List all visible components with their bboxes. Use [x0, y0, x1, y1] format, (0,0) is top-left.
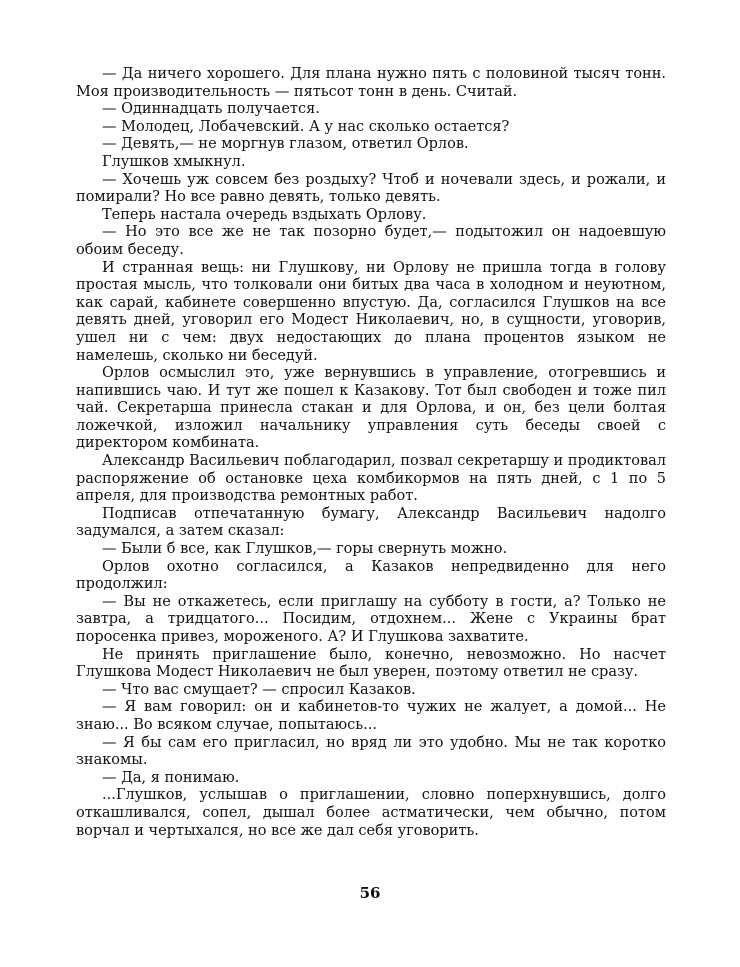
paragraph: — Что вас смущает? — спросил Казаков. — [102, 681, 416, 698]
paragraph: Глушков хмыкнул. — [102, 153, 246, 170]
paragraph: Орлов охотно согласился, а Казаков непредвиденно для него продолжил: — [76, 558, 666, 593]
paragraph: — Да, я понимаю. — [102, 769, 240, 786]
paragraph: — Я бы сам его пригласил, но вряд ли это удобно. Мы не так коротко знакомы. — [76, 734, 666, 769]
paragraph: ...Глушков, услышав о приглашении, словно поперхнувшись, долго откашливался, сопел, дышал более астматически, чем обычно, потом ворчал и чертыхался, но все же дал себя уговорить. — [76, 787, 666, 839]
paragraph: — Да ничего хорошего. Для плана нужно пять с половиной тысяч тонн. Моя производительность — пятьсот тонн в день. Считай. — [76, 66, 666, 100]
paragraph: Орлов осмыслил это, уже вернувшись в управление, отогревшись и напившись чаю. И тут же пошел к Казакову. Тот был свободен и тоже пил чай. Секретарша принесла стакан и для Орлова, и он, без цели болтая ложечкой, изложил начальнику управления суть беседы своей с директором комбината. — [76, 365, 666, 452]
paragraph: — Я вам говорил: он и кабинетов-то чужих не жалует, а домой... Не знаю... Во всяком случае, попытаюсь... — [76, 699, 666, 733]
paragraph: — Одиннадцать получается. — [102, 101, 320, 118]
paragraph: Теперь настала очередь вздыхать Орлову. — [102, 206, 427, 223]
paragraph: Подписав отпечатанную бумагу, Александр Васильевич надолго задумался, а затем сказал: — [76, 505, 666, 540]
paragraph: — Вы не откажетесь, если приглашу на субботу в гости, а? Только не завтра, а тридцатого... Посидим, отдохнем... Жене с Украины брат поросенка привез, мороженого. А? И Глушкова захватите. — [76, 593, 666, 645]
paragraph: — Девять,— не моргнув глазом, ответил Орлов. — [102, 136, 469, 153]
paragraph: — Молодец, Лобачевский. А у нас сколько остается? — [102, 118, 510, 135]
paragraph: Не принять приглашение было, конечно, невозможно. Но насчет Глушкова Модест Николаевич не был уверен, поэтому ответил не сразу. — [76, 646, 666, 681]
paragraph: — Но это все же не так позорно будет,— подытожил он надоевшую обоим беседу. — [76, 224, 666, 258]
page-body-text — [76, 66, 666, 840]
paragraph: — Хочешь уж совсем без роздыху? Чтоб и ночевали здесь, и рожали, и помирали? Но все равно девять, только девять. — [76, 171, 666, 206]
paragraph: Александр Васильевич поблагодарил, позвал секретаршу и продиктовал распоряжение об остановке цеха комбикормов на пять дней, с 1 по 5 апреля, для производства ремонтных работ. — [76, 453, 666, 505]
paragraph: — Были б все, как Глушков,— горы свернуть можно. — [102, 541, 508, 558]
paragraph: И странная вещь: ни Глушкову, ни Орлову не пришла тогда в голову простая мысль, что толковали они битых два часа в холодном и неуютном, как сарай, кабинете совершенно впустую. Да, согласился Глушков на все девять дней, уговорил его Модест Николаевич, но, в сущности, уговорив, ушел ни с чем: двух недостающих до плана процентов языком не намелешь, сколько ни беседуй. — [76, 259, 666, 364]
page-number: 56 — [359, 884, 381, 902]
